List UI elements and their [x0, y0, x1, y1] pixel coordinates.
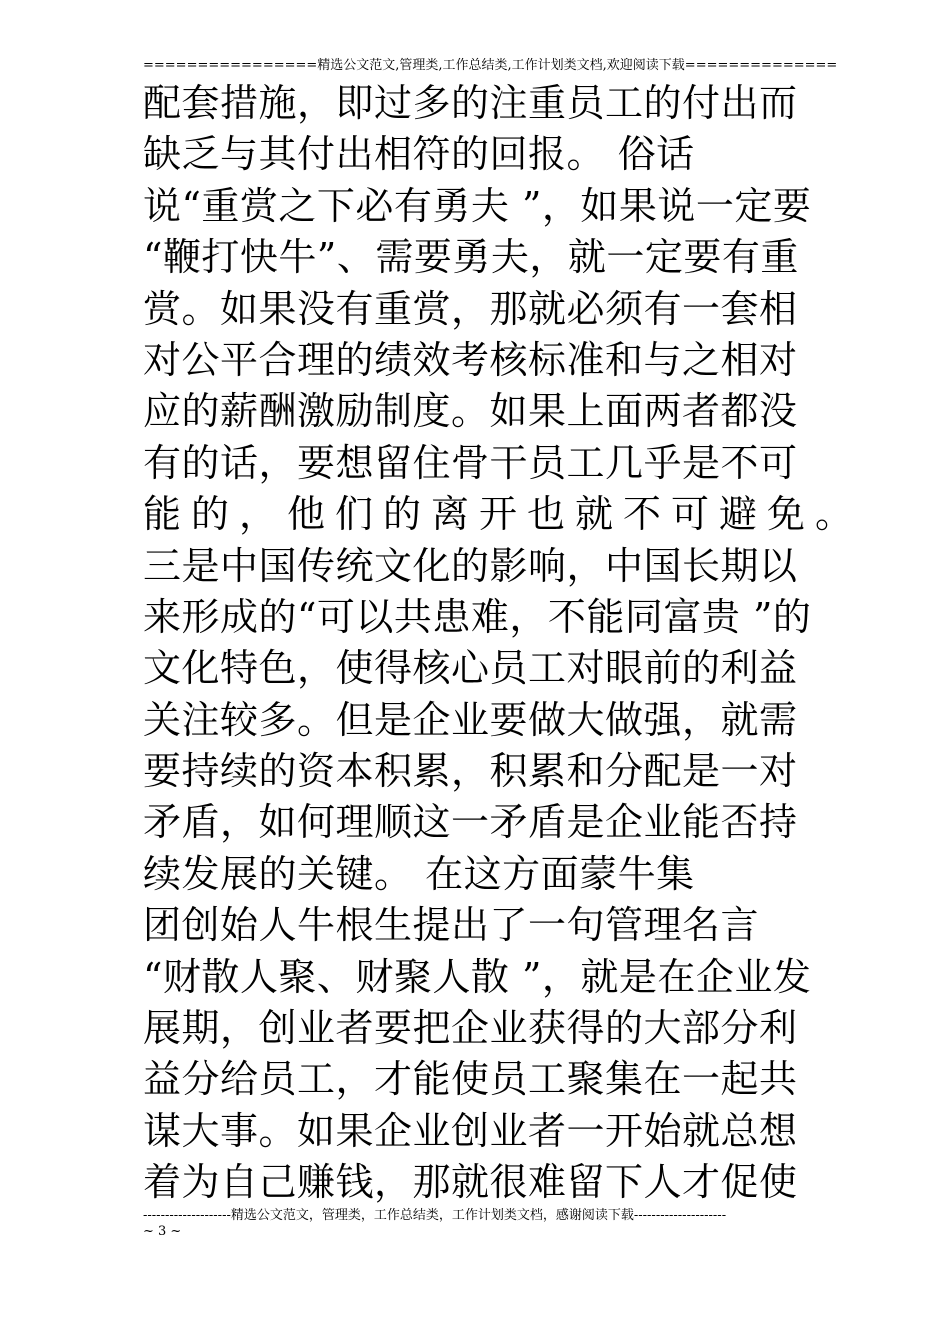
text-line: 要持续的资本积累，积累和分配是一对 [143, 749, 798, 794]
text-line: “财散人聚、财聚人散 ”，就是在企业发 [143, 954, 812, 999]
text-line: 文化特色，使得核心员工对眼前的利益 [143, 646, 798, 691]
text-line: 续发展的关键。 在这方面蒙牛集 [143, 851, 695, 896]
text-line: “鞭打快牛”、需要勇夫，就一定要有重 [143, 235, 799, 280]
text-line: 能的，他们的离开也就不可避免。 [143, 492, 864, 537]
text-line: 谋大事。如果企业创业者一开始就总想 [143, 1108, 798, 1153]
text-line: 说“重赏之下必有勇夫 ”，如果说一定要 [143, 183, 812, 228]
page-number: ~ 3 ~ [143, 1224, 182, 1239]
text-line: 着为自己赚钱，那就很难留下人才促使 [143, 1160, 798, 1205]
page-header: ================精选公文范文,管理类,工作总结类,工作计划类文档,欢迎阅读下载============== [143, 58, 838, 73]
text-line: 三是中国传统文化的影响，中国长期以 [143, 543, 798, 588]
text-line: 来形成的“可以共患难，不能同富贵 ”的 [143, 594, 812, 639]
text-line: 赏。如果没有重赏，那就必须有一套相 [143, 286, 798, 331]
text-line: 益分给员工，才能使员工聚集在一起共 [143, 1057, 798, 1102]
text-line: 配套措施，即过多的注重员工的付出而 [143, 81, 798, 125]
text-line: 展期，创业者要把企业获得的大部分利 [143, 1006, 798, 1051]
text-line: 团创始人牛根生提出了一句管理名言 [143, 903, 760, 948]
text-line: 对公平合理的绩效考核标准和与之相对 [143, 337, 798, 382]
page-footer: --------------------精选公文范文，管理类，工作总结类，工作计划类文档，感谢阅读下载--------------------- [143, 1208, 727, 1223]
text-line: 有的话，要想留住骨干员工几乎是不可 [143, 440, 798, 485]
text-line: 关注较多。但是企业要做大做强，就需 [143, 697, 798, 742]
text-line: 应的薪酬激励制度。如果上面两者都没 [143, 389, 798, 434]
body-text [143, 78, 864, 1209]
text-line: 矛盾，如何理顺这一矛盾是企业能否持 [143, 800, 798, 845]
text-line: 缺乏与其付出相符的回报。 俗话 [143, 132, 695, 177]
